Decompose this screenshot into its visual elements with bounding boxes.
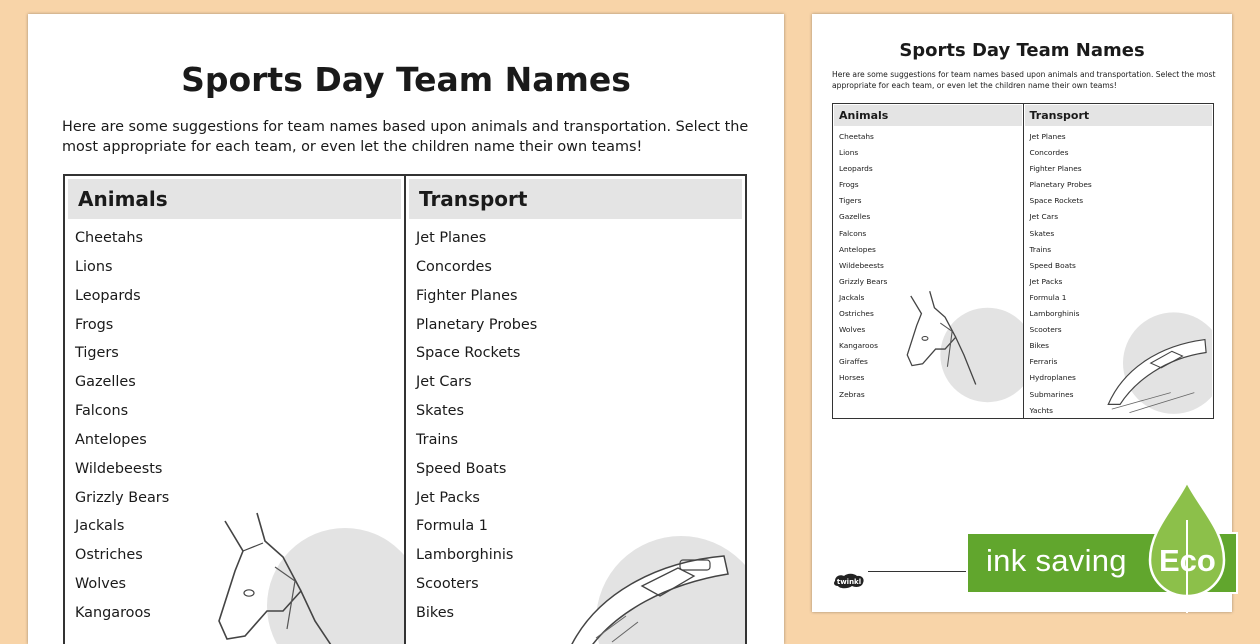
page-title: Sports Day Team Names (181, 60, 631, 99)
twinkl-logo (832, 572, 866, 590)
list-item: Kangaroos (839, 341, 878, 351)
list-item: Fighter Planes (1029, 164, 1082, 174)
list-item: Wildebeests (75, 460, 163, 477)
list-item: Antelopes (839, 244, 876, 254)
list-item: Cheetahs (839, 132, 874, 141)
list-item: Scooters (1029, 325, 1062, 335)
list-item: Antelopes (75, 431, 147, 448)
list-item: Jet Cars (1029, 212, 1059, 222)
transport-heading: Transport (1025, 105, 1213, 126)
transport-heading: Transport (409, 179, 742, 219)
list-item: Yachts (1029, 405, 1054, 415)
list-item: Jet Packs (1029, 276, 1063, 286)
list-item: Lions (75, 258, 113, 275)
intro-text: Here are some suggestions for team names based upon animals and transportation. Select the most appropriate for each team, or even let the children name their own teams! (832, 70, 1216, 90)
list-item: Frogs (839, 180, 859, 190)
list-item: Jet Cars (416, 374, 472, 391)
list-item: Trains (416, 431, 459, 448)
list-item: Ferraris (1029, 357, 1058, 367)
list-item: Hydroplanes (1029, 373, 1076, 383)
list-item: Skates (416, 403, 465, 420)
animals-column (833, 104, 1023, 418)
team-names-table (832, 103, 1214, 419)
list-item: Horses (839, 373, 865, 383)
animals-column (65, 176, 404, 644)
list-item: Wolves (75, 576, 127, 593)
list-item: Bikes (1029, 341, 1050, 351)
list-item: Grizzly Bears (75, 489, 170, 506)
list-item: Concordes (1029, 148, 1069, 158)
list-item: Trains (1029, 244, 1052, 254)
list-item: Scooters (416, 576, 479, 593)
ink-saving-label: ink saving (986, 543, 1127, 578)
transport-column (1023, 104, 1214, 418)
list-item: Submarines (1029, 389, 1074, 399)
animals-heading: Animals (834, 105, 1022, 126)
list-item: Falcons (839, 228, 867, 238)
list-item: Skates (1029, 228, 1055, 238)
list-item: Falcons (75, 403, 129, 420)
list-item: Tigers (839, 196, 862, 206)
list-item: Fighter Planes (416, 287, 518, 304)
list-item: Gazelles (839, 212, 871, 222)
list-item: Jet Planes (416, 230, 487, 246)
list-item: Ostriches (839, 309, 874, 319)
list-item: Ostriches (75, 547, 143, 564)
list-item: Grizzly Bears (839, 276, 888, 286)
list-item: Tigers (75, 345, 119, 362)
list-item: Zebras (839, 389, 865, 399)
animals-heading: Animals (68, 179, 401, 219)
list-item: Kangaroos (75, 604, 151, 621)
list-item: Lamborghinis (416, 547, 514, 564)
document-page-zoomed (28, 14, 784, 644)
list-item: Jackals (75, 518, 125, 535)
list-item: Jet Planes (1029, 132, 1066, 141)
list-item: Jackals (839, 292, 865, 302)
list-item: Speed Boats (416, 460, 507, 477)
intro-text: Here are some suggestions for team names based upon animals and transportation. Select the most appropriate for each team, or even let the children name their own teams! (62, 119, 749, 156)
list-item: Formula 1 (1029, 292, 1067, 302)
list-item: Formula 1 (416, 518, 488, 535)
list-item: Lions (839, 148, 859, 158)
list-item: Wildebeests (839, 260, 884, 270)
list-item: Leopards (75, 287, 141, 304)
animals-list (65, 224, 404, 628)
list-item: Giraffes (839, 357, 868, 367)
transport-column (404, 176, 745, 644)
list-item: Cheetahs (75, 230, 143, 246)
list-item: Speed Boats (1029, 260, 1076, 270)
list-item: Bikes (416, 604, 455, 621)
svg-text:twinkl: twinkl (836, 578, 862, 586)
list-item: Planetary Probes (1029, 180, 1092, 190)
team-names-table (63, 174, 747, 644)
eco-label: Eco (1159, 543, 1216, 578)
transport-list (406, 224, 745, 628)
list-item: Frogs (75, 316, 114, 333)
list-item: Wolves (839, 325, 866, 335)
page-title: Sports Day Team Names (899, 40, 1145, 61)
list-item: Concordes (416, 258, 492, 275)
list-item: Lamborghinis (1029, 309, 1080, 319)
list-item: Space Rockets (416, 345, 521, 362)
list-item: Planetary Probes (416, 316, 538, 333)
list-item: Gazelles (75, 374, 136, 391)
list-item: Jet Packs (416, 489, 480, 506)
list-item: Space Rockets (1029, 196, 1084, 206)
list-item: Leopards (839, 164, 873, 174)
transport-list (1024, 129, 1214, 418)
animals-list (833, 129, 1023, 403)
